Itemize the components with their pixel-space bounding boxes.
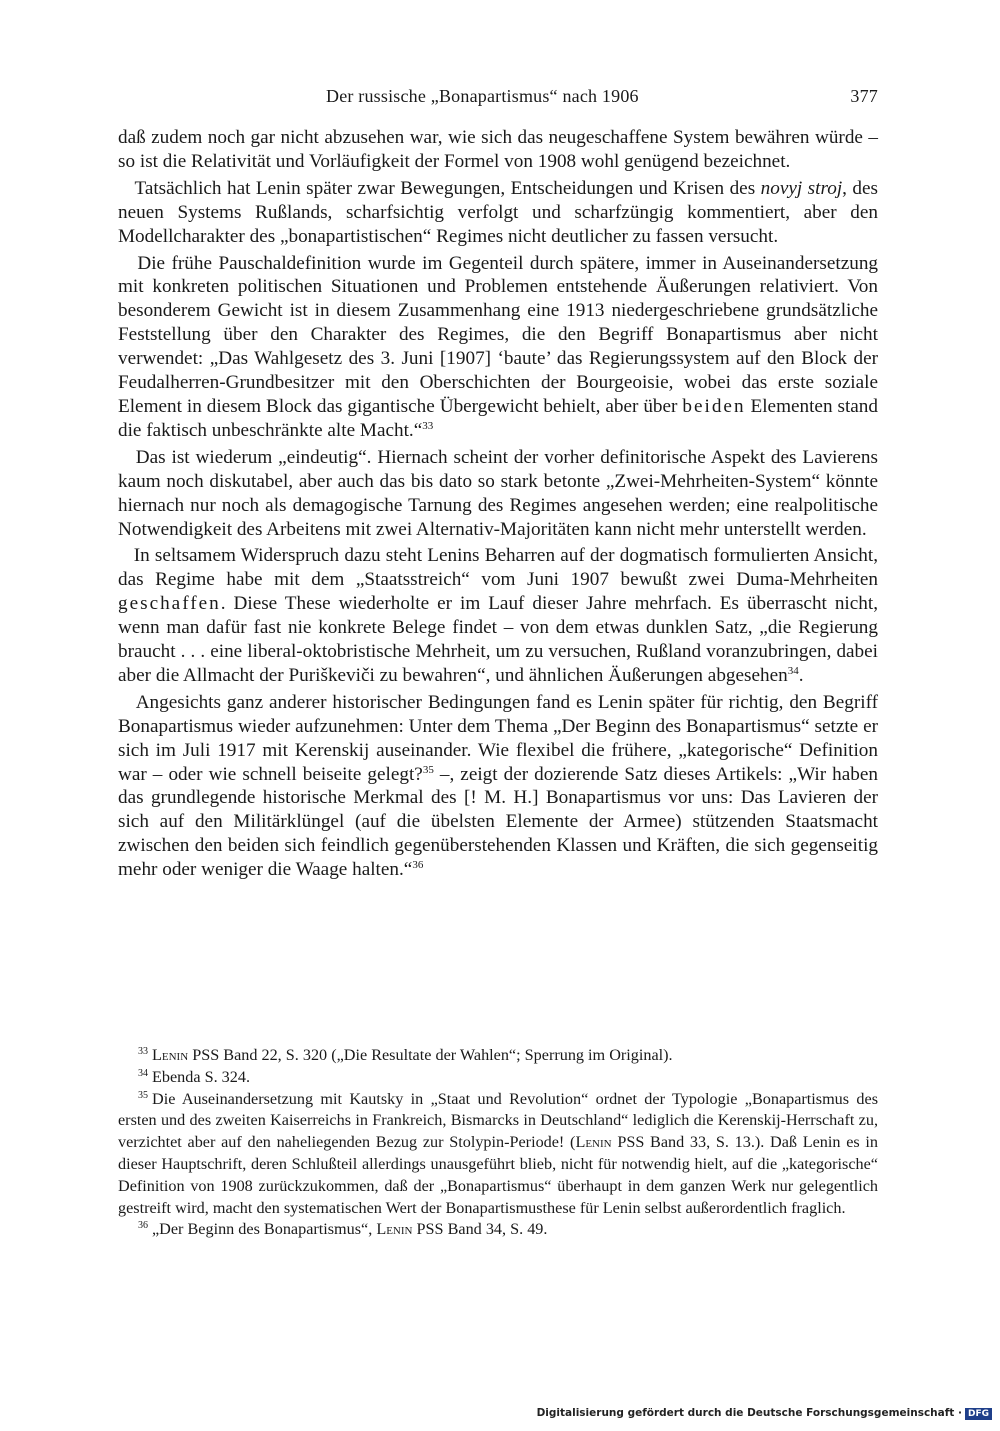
paragraph bbox=[118, 544, 878, 687]
paragraph-text: , des neuen Systems Rußlands, scharfsichtig verfolgt und scharfzüngig kommentiert, aber den Modellcharakter des „bonapartistischen“ Regimes nicht deutlicher zu fassen versucht. bbox=[118, 177, 879, 247]
footnote-text: PSS Band 34, S. 49. bbox=[412, 1220, 548, 1239]
page-number: 377 bbox=[850, 86, 878, 106]
paragraph bbox=[118, 691, 878, 882]
paragraph bbox=[118, 446, 878, 542]
footnote-ref[interactable]: 36 bbox=[412, 859, 424, 872]
author-name: Lenin bbox=[575, 1133, 612, 1152]
footnote-text: Ebenda S. 324. bbox=[152, 1067, 251, 1086]
footnote bbox=[118, 1067, 878, 1089]
footnote-number: 35 bbox=[138, 1089, 148, 1101]
footnote-number: 36 bbox=[138, 1220, 148, 1232]
paragraph-text: daß zudem noch gar nicht abzusehen war, wie sich das neugeschaffene System bewähren würde – so ist die Relativität und Vorläufigkeit der Formel von 1908 wohl genügend bezeichnet. bbox=[118, 127, 878, 172]
italic-term: novyj stroj bbox=[760, 177, 843, 199]
running-header bbox=[118, 86, 878, 116]
author-name: Lenin bbox=[376, 1220, 413, 1239]
author-name: Lenin bbox=[152, 1046, 189, 1064]
spaced-emphasis: beiden bbox=[682, 395, 746, 417]
paragraph bbox=[118, 177, 878, 249]
paragraph bbox=[118, 252, 878, 443]
footnote-text: Die Auseinandersetzung mit Kautsky in „Staat und Revolution“ ordnet der Typologie „Bonapartismus des ersten und des zweiten Kaiserreichs in Frankreich, Bismarcks in Deutschland“ lediglich die Kerenskij-Herrschaft zu, verzichtet aber auf den naheliegenden Bezug zur Stolypin-Periode! ( bbox=[118, 1089, 878, 1152]
footnote bbox=[118, 1219, 878, 1241]
paragraph-text: Angesichts ganz anderer historischer Bedingungen fand es Lenin später für richtig, den Begriff Bonapartismus wieder aufzunehmen: Unter dem Thema „Der Beginn des Bonapartismus“ setzte er sich im Juli 1917 mit Kerenskij auseinander. Wie flexibel die frühere, „kategorische“ Definition war – oder wie schnell beiseite gelegt? bbox=[118, 691, 878, 785]
main-text bbox=[118, 126, 878, 882]
footnotes bbox=[118, 1045, 878, 1241]
footnote-text: PSS Band 22, S. 320 („Die Resultate der Wahlen“; Sperrung im Original). bbox=[188, 1046, 673, 1064]
paragraph-text: Tatsächlich hat Lenin später zwar Bewegungen, Entscheidungen und Krisen des bbox=[134, 177, 761, 199]
spaced-emphasis: geschaffen bbox=[118, 593, 221, 615]
paragraph-text: Das ist wiederum „eindeutig“. Hiernach scheint der vorher definitorische Aspekt des Lavierens kaum noch diskutabel, aber auch das bis dato so stark betonte „Zwei-Mehrheiten-System“ könnte hiernach nur noch als demagogische Tarnung des Regimes angesehen werden; eine realpolitische Notwendigkeit des Arbeitens mit zwei Alternativ-Majoritäten kann nicht mehr unterstellt werden. bbox=[118, 446, 878, 540]
footnote-ref[interactable]: 35 bbox=[422, 763, 434, 776]
footnote-ref[interactable]: 33 bbox=[422, 419, 434, 432]
running-title: Der russische „Bonapartismus“ nach 1906 bbox=[326, 86, 639, 106]
paragraph-text: . bbox=[798, 664, 804, 686]
footer-text: Digitalisierung gefördert durch die Deutsche Forschungsgemeinschaft · bbox=[536, 1407, 962, 1419]
paragraph bbox=[118, 126, 878, 174]
paragraph-text: Elementen stand die faktisch unbeschränkte alte Macht.“ bbox=[118, 395, 878, 441]
footnote-text: „Der Beginn des Bonapartismus“, bbox=[152, 1220, 377, 1239]
paragraph-text: Die frühe Pauschaldefinition wurde im Gegenteil durch spätere, immer in Auseinandersetzung mit konkreten politischen Situationen und Problemen entstehende Äußerungen relativiert. Von besonderem Gewicht ist in diesem Zusammenhang eine 1913 niedergeschriebene grundsätzliche Feststellung über den Charakter des Regimes, die den Begriff Bonapartismus aber nicht verwendet: „Das Wahlgesetz des 3. Juni [1907] ‘baute’ das Regierungssystem auf den Block der Feudalherren-Grundbesitzer mit den Oberschichten der Bourgeoisie, wobei das erste soziale Element in diesem Block das gigantische Übergewicht behielt, aber über bbox=[118, 252, 879, 417]
digitization-footer bbox=[537, 1407, 992, 1420]
paragraph-text: In seltsamem Widerspruch dazu steht Lenins Beharren auf der dogmatisch formulierten Ansicht, das Regime habe mit dem „Staatsstreich“ vom Juni 1907 bewußt zwei Duma-Mehrheiten bbox=[118, 545, 878, 591]
footnote bbox=[118, 1089, 878, 1220]
footnote-text: PSS Band 33, S. 13.). Daß Lenin es in dieser Hauptschrift, deren Schlußteil allerdings unausgeführt blieb, nicht für notwendig hielt, auf die „kategorische“ Definition von 1908 zurückzukommen, daß der „Bonapartismus“ überhaupt in dem ganzen Werk nur gelegentlich gestreift wird, macht den systematischen Wert der Bonapartismusthese für Lenin selbst außerordentlich fraglich. bbox=[118, 1133, 878, 1217]
footnote-number: 33 bbox=[138, 1046, 148, 1057]
dfg-logo: DFG bbox=[965, 1408, 992, 1420]
paragraph-text: . Diese These wiederholte er im Lauf dieser Jahre mehrfach. Es überrascht nicht, wenn man dafür fast nie konkrete Belege findet – von dem etwas dunklen Satz, „die Regierung braucht . . . eine liberal-oktobristische Mehrheit, um zu versuchen, Rußland voranzubringen, dabei aber die Allmacht der Puriškeviči zu bewahren“, und ähnlichen Äußerungen abgesehen bbox=[118, 593, 878, 686]
footnote bbox=[118, 1045, 878, 1067]
footnote-number: 34 bbox=[138, 1067, 148, 1079]
footnote-ref[interactable]: 34 bbox=[787, 664, 799, 677]
paragraph-text: –, zeigt der dozierende Satz dieses Artikels: „Wir haben das grundlegende historische Merkmal des [! M. H.] Bonapartismus vor uns: Das Lavieren der sich auf den Militärklüngel (auf die übelsten Elemente der Armee) stützenden Staatsmacht zwischen den beiden sich feindlich gegenüberstehenden Klassen und Kräften, die sich gegenseitig mehr oder weniger die Waage halten.“ bbox=[118, 763, 878, 881]
